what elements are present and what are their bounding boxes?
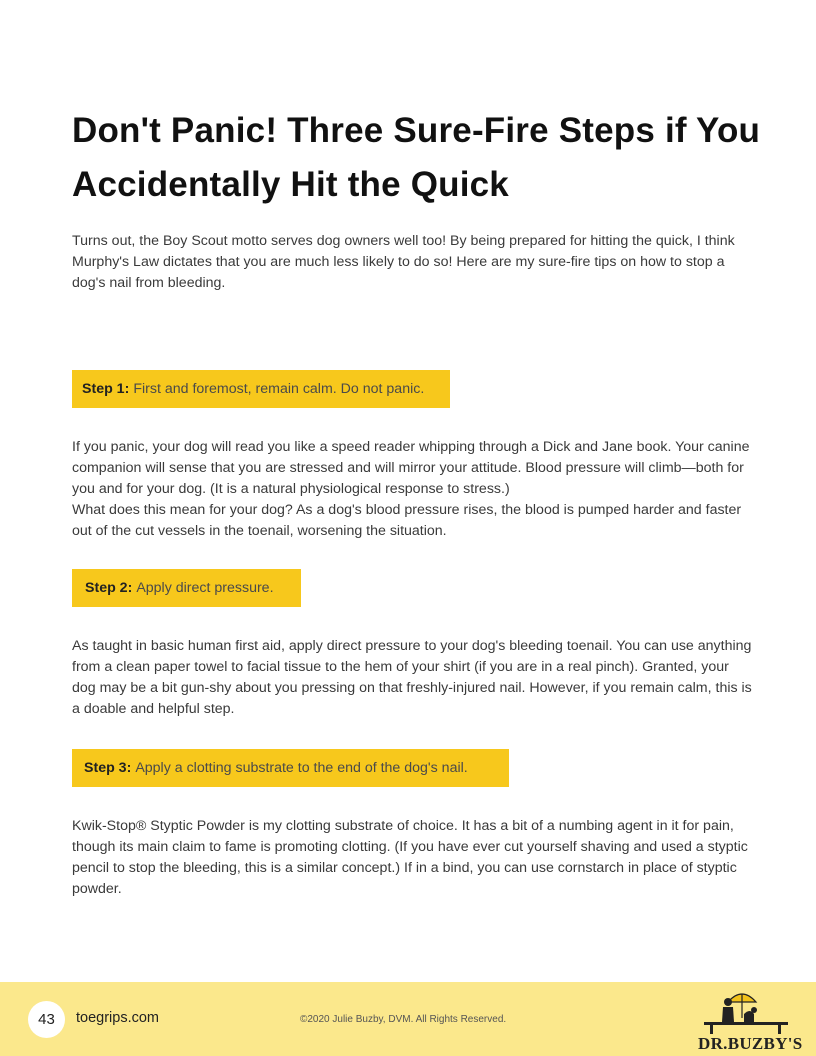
page-number: 43	[28, 1001, 65, 1038]
intro-paragraph: Turns out, the Boy Scout motto serves dog owners well too! By being prepared for hitting the quick, I think Murphy's Law dictates that you are much less likely to do so! Here are my sure-fire tips on how to stop a dog's nail from bleeding.	[72, 233, 735, 291]
site-link[interactable]: toegrips.com	[76, 1010, 160, 1026]
step-2-label: Step 2:	[85, 580, 133, 596]
step-1-paragraph-1: If you panic, your dog will read you like a speed reader whipping through a Dick and Jane book. Your canine companion will sense that you are stressed and will mirror your attitude. Blood pressure will climb—both for you and for your dog. (It is a natural physiological response to stress.)	[72, 439, 750, 497]
logo-text: DR.BUZBY'S	[698, 1034, 803, 1053]
drbuzbys-logo	[698, 988, 803, 1054]
step-2-text: Apply direct pressure.	[136, 580, 274, 596]
step-1-label: Step 1:	[82, 381, 130, 397]
step-3-paragraph: Kwik-Stop® Styptic Powder is my clotting substrate of choice. It has a bit of a numbing agent in it for pain, though its main claim to fame is promoting clotting. (If you have ever cut yourself shaving and used a styptic pencil to stop the bleeding, this is a similar concept.) If in a bind, you can use cornstarch in place of styptic powder.	[72, 818, 748, 897]
step-1-text: First and foremost, remain calm. Do not panic.	[133, 381, 425, 397]
step-1-paragraph-2: What does this mean for your dog? As a dog's blood pressure rises, the blood is pumped harder and faster out of the cut vessels in the toenail, worsening the situation.	[72, 502, 742, 539]
step-3-text: Apply a clotting substrate to the end of the dog's nail.	[135, 760, 468, 776]
step-3-banner	[72, 749, 509, 787]
step-1-banner	[72, 370, 450, 408]
step-2-paragraph: As taught in basic human first aid, apply direct pressure to your dog's bleeding toenail. You can use anything from a clean paper towel to facial tissue to the hem of your shirt (if you are in a real pinch). Granted, your dog may be a bit gun-shy about you pressing on that freshly-injured nail. However, if you remain calm, this is a doable and helpful step.	[72, 638, 752, 717]
copyright-text: ©2020 Julie Buzby, DVM. All Rights Reserved.	[300, 1014, 507, 1025]
footer-band	[0, 982, 816, 1056]
logo-bench-umbrella-icon	[698, 988, 794, 1038]
step-2-banner	[72, 569, 301, 607]
page-title: Don't Panic! Three Sure-Fire Steps if You Accidentally Hit the Quick	[72, 111, 761, 204]
step-3-label: Step 3:	[84, 760, 132, 776]
